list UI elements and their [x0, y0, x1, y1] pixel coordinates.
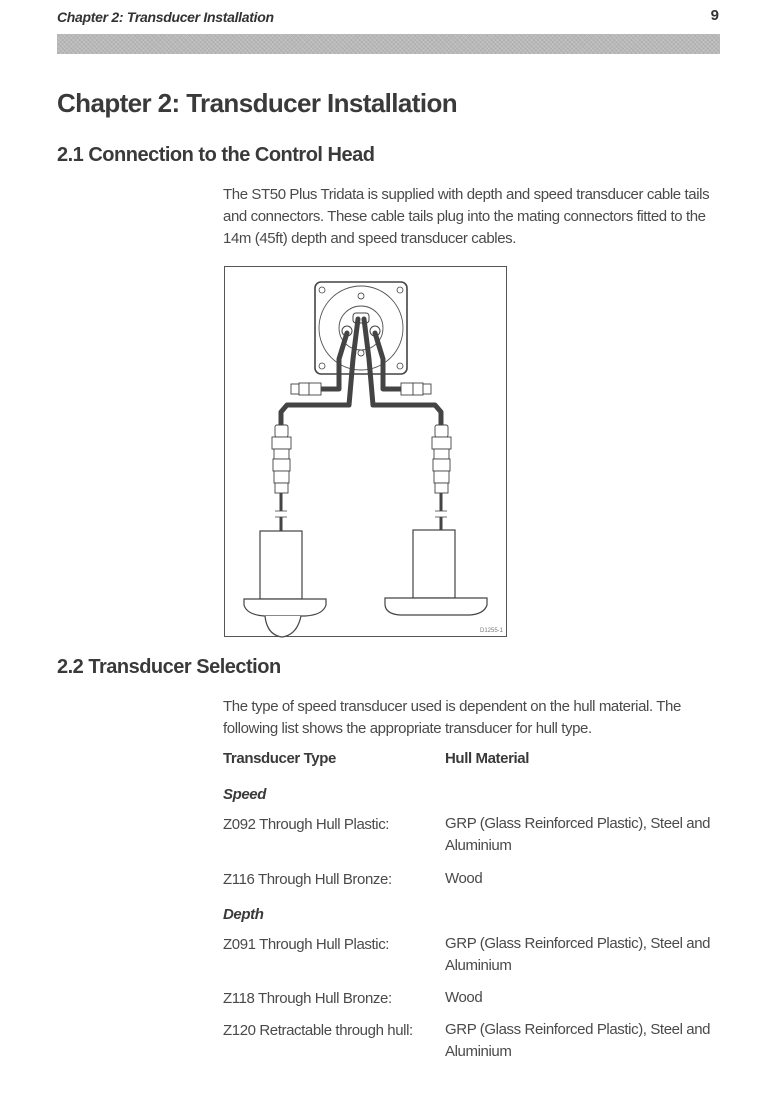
running-header-title: Chapter 2: Transducer Installation — [57, 9, 274, 25]
section-2-1-title: 2.1 Connection to the Control Head — [57, 144, 375, 166]
section-2-2-title: 2.2 Transducer Selection — [57, 656, 281, 678]
section-2-1-paragraph: The ST50 Plus Tridata is supplied with depth and speed transducer cable tails and connectors. These cable tails plug into the mating connectors fitted to the 14m (45ft) depth and speed transducer cables. — [223, 186, 710, 247]
chapter-title: Chapter 2: Transducer Installation — [57, 88, 458, 118]
hull-material-cell: Wood — [445, 870, 483, 887]
transducer-connection-figure — [224, 266, 507, 637]
page-number: 9 — [710, 7, 719, 24]
transducer-type-cell: Z120 Retractable through hull: — [223, 1022, 413, 1039]
hull-material-cell: GRP (Glass Reinforced Plastic), Steel and Aluminium — [445, 1021, 711, 1060]
column-header-transducer-type: Transducer Type — [223, 750, 336, 767]
transducer-type-cell: Z092 Through Hull Plastic: — [223, 816, 390, 833]
section-2-2-paragraph: The type of speed transducer used is dependent on the hull material. The following list shows the appropriate transducer for hull type. — [223, 698, 681, 737]
figure-code: D1255-1 — [479, 628, 503, 634]
transducer-type-cell: Z116 Through Hull Bronze: — [223, 871, 392, 888]
hull-material-cell: Wood — [445, 989, 483, 1006]
transducer-type-cell: Z118 Through Hull Bronze: — [223, 990, 392, 1007]
transducer-diagram-icon — [225, 267, 508, 638]
column-header-hull-material: Hull Material — [445, 750, 529, 767]
group-label-speed: Speed — [223, 786, 267, 803]
hull-material-cell: GRP (Glass Reinforced Plastic), Steel and Aluminium — [445, 815, 711, 854]
header-divider-bar — [57, 34, 720, 54]
group-label-depth: Depth — [223, 906, 264, 923]
hull-material-cell: GRP (Glass Reinforced Plastic), Steel and Aluminium — [445, 935, 711, 974]
transducer-type-cell: Z091 Through Hull Plastic: — [223, 936, 390, 953]
